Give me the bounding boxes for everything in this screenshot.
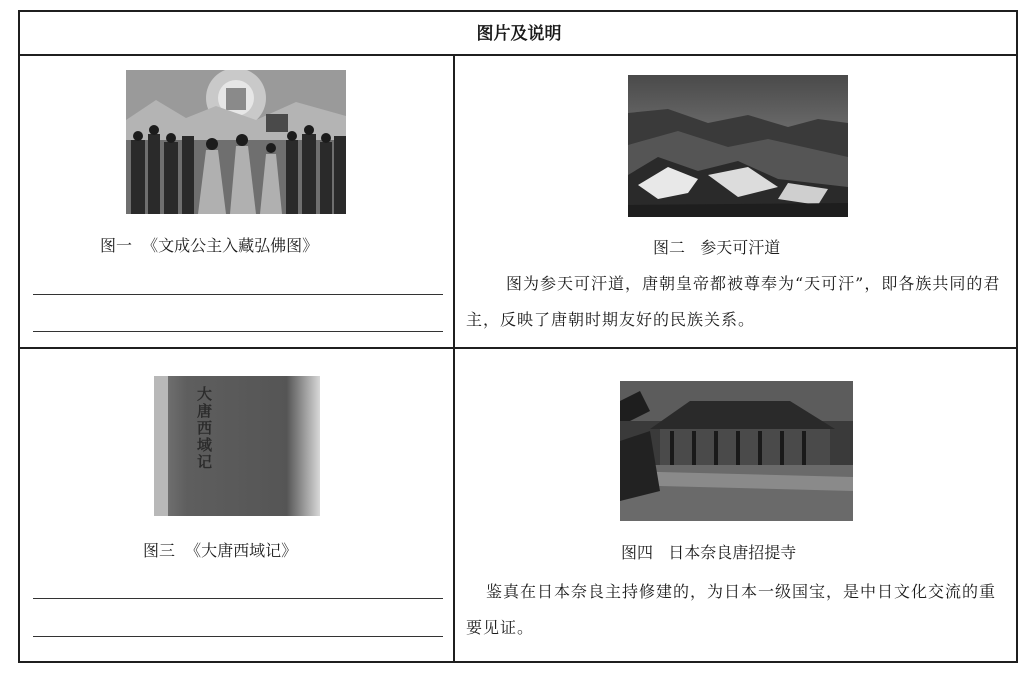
table-header: 图片及说明	[476, 24, 562, 44]
tiankehan-road-photo	[628, 75, 848, 217]
toshodaiji-temple-photo	[620, 381, 853, 521]
figure-2-caption: 图二 参天可汗道	[653, 238, 781, 257]
figure-1-caption: 图一 《文成公主入藏弘佛图》	[100, 236, 319, 255]
answer-line	[33, 331, 443, 332]
wencheng-princess-painting	[126, 70, 346, 214]
column-divider	[453, 54, 455, 663]
figure-4-description: 鉴真在日本奈良主持修建的，为日本一级国宝，是中日文化交流的重要见证。	[466, 582, 997, 637]
answer-line	[33, 636, 443, 637]
answer-line	[33, 294, 443, 295]
figure-2-description: 图为参天可汗道，唐朝皇帝都被尊奉为“天可汗”，即各族共同的君主，反映了唐朝时期友好的民族关系。	[466, 274, 1001, 329]
book-title-text: 大唐西域记	[195, 386, 213, 471]
answer-line	[33, 598, 443, 599]
header-divider	[18, 54, 1018, 56]
figure-3-caption: 图三 《大唐西域记》	[143, 541, 298, 560]
datang-xiyuji-book-cover	[154, 376, 320, 516]
row-divider	[18, 347, 1018, 349]
figure-4-caption: 图四 日本奈良唐招提寺	[621, 543, 797, 562]
